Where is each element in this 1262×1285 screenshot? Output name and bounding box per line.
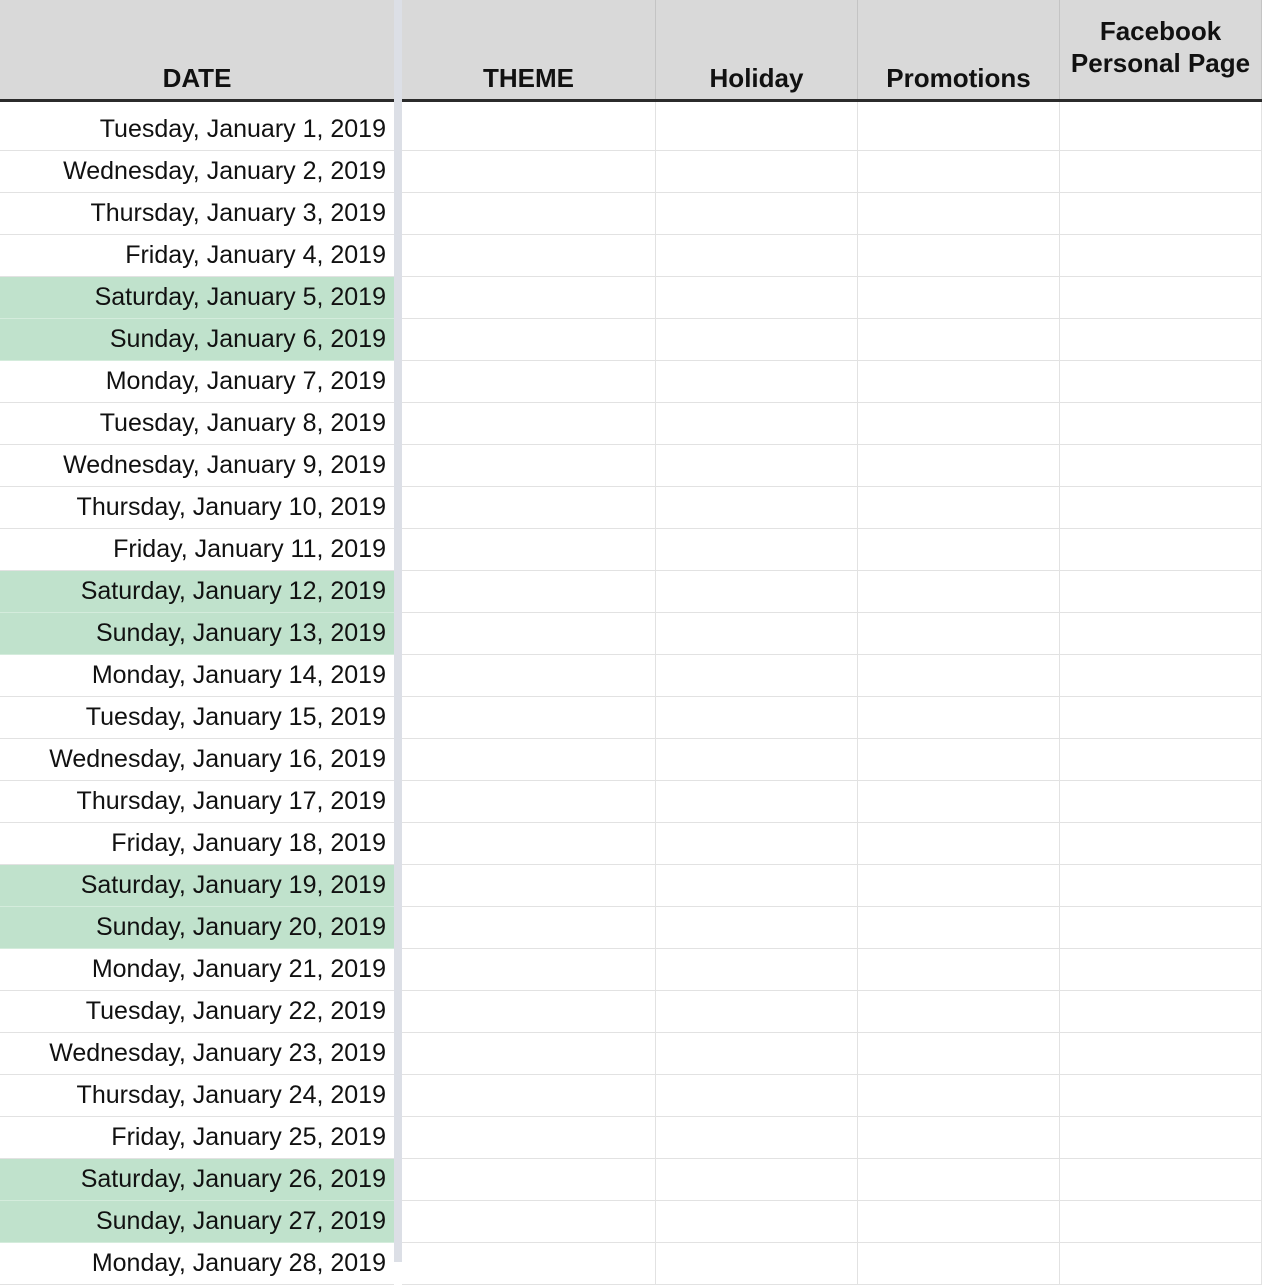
holiday-cell[interactable]	[656, 1117, 858, 1159]
table-row	[0, 1201, 1262, 1243]
holiday-cell[interactable]	[656, 403, 858, 445]
table-row	[0, 1243, 1262, 1285]
holiday-cell[interactable]	[656, 1075, 858, 1117]
theme-cell[interactable]	[402, 907, 656, 949]
column-header-holiday[interactable]	[656, 0, 858, 100]
promotions-cell[interactable]	[858, 151, 1060, 193]
facebook-personal-page-cell[interactable]	[1060, 1033, 1262, 1075]
table-row	[0, 697, 1262, 739]
date-cell[interactable]: Thursday, January 24, 2019	[0, 1075, 394, 1117]
theme-cell[interactable]	[402, 529, 656, 571]
promotions-cell[interactable]	[858, 949, 1060, 991]
table-row	[0, 571, 1262, 613]
theme-cell[interactable]	[402, 102, 656, 151]
facebook-personal-page-cell[interactable]	[1060, 445, 1262, 487]
facebook-personal-page-cell[interactable]	[1060, 403, 1262, 445]
theme-cell[interactable]	[402, 1075, 656, 1117]
promotions-cell[interactable]	[858, 361, 1060, 403]
column-header-promotions[interactable]	[858, 0, 1060, 100]
promotions-cell[interactable]	[858, 655, 1060, 697]
table-row	[0, 319, 1262, 361]
promotions-cell[interactable]	[858, 1201, 1060, 1243]
theme-cell[interactable]	[402, 151, 656, 193]
promotions-cell[interactable]	[858, 445, 1060, 487]
column-header-theme-label: THEME	[483, 63, 574, 93]
facebook-personal-page-cell[interactable]	[1060, 697, 1262, 739]
holiday-cell[interactable]	[656, 277, 858, 319]
table-row	[0, 102, 1262, 151]
date-cell[interactable]: Friday, January 4, 2019	[0, 235, 394, 277]
table-row	[0, 277, 1262, 319]
holiday-cell[interactable]	[656, 613, 858, 655]
date-cell[interactable]: Thursday, January 10, 2019	[0, 487, 394, 529]
holiday-cell[interactable]	[656, 865, 858, 907]
promotions-cell[interactable]	[858, 1033, 1060, 1075]
facebook-personal-page-cell[interactable]	[1060, 613, 1262, 655]
theme-cell[interactable]	[402, 781, 656, 823]
table-row	[0, 823, 1262, 865]
promotions-cell[interactable]	[858, 613, 1060, 655]
promotions-cell[interactable]	[858, 823, 1060, 865]
date-cell[interactable]: Wednesday, January 9, 2019	[0, 445, 394, 487]
theme-cell[interactable]	[402, 571, 656, 613]
facebook-personal-page-cell[interactable]	[1060, 907, 1262, 949]
facebook-personal-page-cell[interactable]	[1060, 991, 1262, 1033]
promotions-cell[interactable]	[858, 991, 1060, 1033]
holiday-cell[interactable]	[656, 1159, 858, 1201]
holiday-cell[interactable]	[656, 529, 858, 571]
table-row	[0, 739, 1262, 781]
column-header-promotions-label: Promotions	[886, 63, 1031, 93]
date-cell[interactable]: Tuesday, January 15, 2019	[0, 697, 394, 739]
date-cell[interactable]: Friday, January 11, 2019	[0, 529, 394, 571]
holiday-cell[interactable]	[656, 781, 858, 823]
date-cell[interactable]: Tuesday, January 22, 2019	[0, 991, 394, 1033]
facebook-personal-page-cell[interactable]	[1060, 193, 1262, 235]
theme-cell[interactable]	[402, 655, 656, 697]
table-row	[0, 865, 1262, 907]
table-row	[0, 1159, 1262, 1201]
facebook-personal-page-cell[interactable]	[1060, 235, 1262, 277]
table-row	[0, 529, 1262, 571]
facebook-personal-page-cell[interactable]	[1060, 781, 1262, 823]
facebook-personal-page-cell[interactable]	[1060, 487, 1262, 529]
table-row	[0, 907, 1262, 949]
date-cell[interactable]: Tuesday, January 1, 2019	[0, 102, 394, 151]
table-row	[0, 403, 1262, 445]
facebook-personal-page-cell[interactable]	[1060, 655, 1262, 697]
frozen-column-divider[interactable]	[394, 0, 402, 1262]
theme-cell[interactable]	[402, 991, 656, 1033]
date-cell[interactable]: Sunday, January 27, 2019	[0, 1201, 394, 1243]
table-row	[0, 235, 1262, 277]
table-row	[0, 361, 1262, 403]
column-header-date[interactable]	[0, 0, 394, 100]
table-body	[0, 102, 1262, 1285]
date-cell[interactable]: Friday, January 25, 2019	[0, 1117, 394, 1159]
date-cell[interactable]: Wednesday, January 2, 2019	[0, 151, 394, 193]
table-row	[0, 445, 1262, 487]
facebook-personal-page-cell[interactable]	[1060, 949, 1262, 991]
holiday-cell[interactable]	[656, 361, 858, 403]
holiday-cell[interactable]	[656, 319, 858, 361]
facebook-personal-page-cell[interactable]	[1060, 151, 1262, 193]
promotions-cell[interactable]	[858, 739, 1060, 781]
holiday-cell[interactable]	[656, 655, 858, 697]
promotions-cell[interactable]	[858, 697, 1060, 739]
column-header-date-label: DATE	[162, 63, 232, 93]
holiday-cell[interactable]	[656, 739, 858, 781]
holiday-cell[interactable]	[656, 487, 858, 529]
theme-cell[interactable]	[402, 1033, 656, 1075]
date-cell[interactable]: Saturday, January 26, 2019	[0, 1159, 394, 1201]
promotions-cell[interactable]	[858, 529, 1060, 571]
theme-cell[interactable]	[402, 487, 656, 529]
theme-cell[interactable]	[402, 1201, 656, 1243]
table-row	[0, 487, 1262, 529]
promotions-cell[interactable]	[858, 907, 1060, 949]
theme-cell[interactable]	[402, 949, 656, 991]
facebook-personal-page-cell[interactable]	[1060, 1117, 1262, 1159]
facebook-personal-page-cell[interactable]	[1060, 277, 1262, 319]
facebook-personal-page-cell[interactable]	[1060, 1159, 1262, 1201]
theme-cell[interactable]	[402, 445, 656, 487]
theme-cell[interactable]	[402, 1159, 656, 1201]
promotions-cell[interactable]	[858, 1159, 1060, 1201]
date-cell[interactable]: Tuesday, January 8, 2019	[0, 403, 394, 445]
theme-cell[interactable]	[402, 403, 656, 445]
theme-cell[interactable]	[402, 823, 656, 865]
date-cell[interactable]: Saturday, January 5, 2019	[0, 277, 394, 319]
promotions-cell[interactable]	[858, 1075, 1060, 1117]
holiday-cell[interactable]	[656, 151, 858, 193]
theme-cell[interactable]	[402, 319, 656, 361]
holiday-cell[interactable]	[656, 949, 858, 991]
facebook-personal-page-cell[interactable]	[1060, 319, 1262, 361]
table-row	[0, 655, 1262, 697]
theme-cell[interactable]	[402, 697, 656, 739]
holiday-cell[interactable]	[656, 571, 858, 613]
table-row	[0, 1117, 1262, 1159]
promotions-cell[interactable]	[858, 277, 1060, 319]
facebook-personal-page-cell[interactable]	[1060, 1243, 1262, 1285]
date-cell[interactable]: Thursday, January 17, 2019	[0, 781, 394, 823]
promotions-cell[interactable]	[858, 571, 1060, 613]
column-header-facebook-line2: Personal Page	[1070, 48, 1251, 78]
table-row	[0, 613, 1262, 655]
table-row	[0, 781, 1262, 823]
table-row	[0, 1033, 1262, 1075]
column-header-theme[interactable]	[402, 0, 656, 100]
holiday-cell[interactable]	[656, 1201, 858, 1243]
promotions-cell[interactable]	[858, 235, 1060, 277]
facebook-personal-page-cell[interactable]	[1060, 361, 1262, 403]
theme-cell[interactable]	[402, 193, 656, 235]
theme-cell[interactable]	[402, 865, 656, 907]
holiday-cell[interactable]	[656, 445, 858, 487]
column-header-facebook-personal-page[interactable]	[1060, 0, 1262, 100]
promotions-cell[interactable]	[858, 781, 1060, 823]
holiday-cell[interactable]	[656, 823, 858, 865]
holiday-cell[interactable]	[656, 235, 858, 277]
holiday-cell[interactable]	[656, 193, 858, 235]
date-cell[interactable]: Thursday, January 3, 2019	[0, 193, 394, 235]
holiday-cell[interactable]	[656, 907, 858, 949]
facebook-personal-page-cell[interactable]	[1060, 823, 1262, 865]
date-cell[interactable]: Wednesday, January 16, 2019	[0, 739, 394, 781]
theme-cell[interactable]	[402, 361, 656, 403]
date-cell[interactable]: Monday, January 21, 2019	[0, 949, 394, 991]
facebook-personal-page-cell[interactable]	[1060, 1201, 1262, 1243]
date-cell[interactable]: Monday, January 7, 2019	[0, 361, 394, 403]
promotions-cell[interactable]	[858, 193, 1060, 235]
facebook-personal-page-cell[interactable]	[1060, 571, 1262, 613]
date-cell[interactable]: Sunday, January 20, 2019	[0, 907, 394, 949]
table-row	[0, 193, 1262, 235]
theme-cell[interactable]	[402, 613, 656, 655]
date-cell[interactable]: Saturday, January 12, 2019	[0, 571, 394, 613]
header-row	[0, 0, 1262, 100]
theme-cell[interactable]	[402, 1243, 656, 1285]
promotions-cell[interactable]	[858, 865, 1060, 907]
date-cell[interactable]: Sunday, January 13, 2019	[0, 613, 394, 655]
date-cell[interactable]: Saturday, January 19, 2019	[0, 865, 394, 907]
table-row	[0, 1075, 1262, 1117]
facebook-personal-page-cell[interactable]	[1060, 865, 1262, 907]
facebook-personal-page-cell[interactable]	[1060, 739, 1262, 781]
promotions-cell[interactable]	[858, 1117, 1060, 1159]
facebook-personal-page-cell[interactable]	[1060, 1075, 1262, 1117]
date-cell[interactable]: Monday, January 14, 2019	[0, 655, 394, 697]
holiday-cell[interactable]	[656, 1243, 858, 1285]
date-cell[interactable]: Friday, January 18, 2019	[0, 823, 394, 865]
table-row	[0, 949, 1262, 991]
date-cell[interactable]: Wednesday, January 23, 2019	[0, 1033, 394, 1075]
theme-cell[interactable]	[402, 1117, 656, 1159]
promotions-cell[interactable]	[858, 319, 1060, 361]
promotions-cell[interactable]	[858, 102, 1060, 151]
theme-cell[interactable]	[402, 739, 656, 781]
table-row	[0, 991, 1262, 1033]
promotions-cell[interactable]	[858, 1243, 1060, 1285]
theme-cell[interactable]	[402, 235, 656, 277]
theme-cell[interactable]	[402, 277, 656, 319]
holiday-cell[interactable]	[656, 991, 858, 1033]
promotions-cell[interactable]	[858, 403, 1060, 445]
column-header-facebook-line1: Facebook	[1099, 16, 1222, 46]
date-cell[interactable]: Sunday, January 6, 2019	[0, 319, 394, 361]
holiday-cell[interactable]	[656, 102, 858, 151]
facebook-personal-page-cell[interactable]	[1060, 529, 1262, 571]
column-header-holiday-label: Holiday	[709, 63, 804, 93]
date-cell[interactable]: Monday, January 28, 2019	[0, 1243, 394, 1285]
table-row	[0, 151, 1262, 193]
promotions-cell[interactable]	[858, 487, 1060, 529]
facebook-personal-page-cell[interactable]	[1060, 102, 1262, 151]
holiday-cell[interactable]	[656, 697, 858, 739]
holiday-cell[interactable]	[656, 1033, 858, 1075]
